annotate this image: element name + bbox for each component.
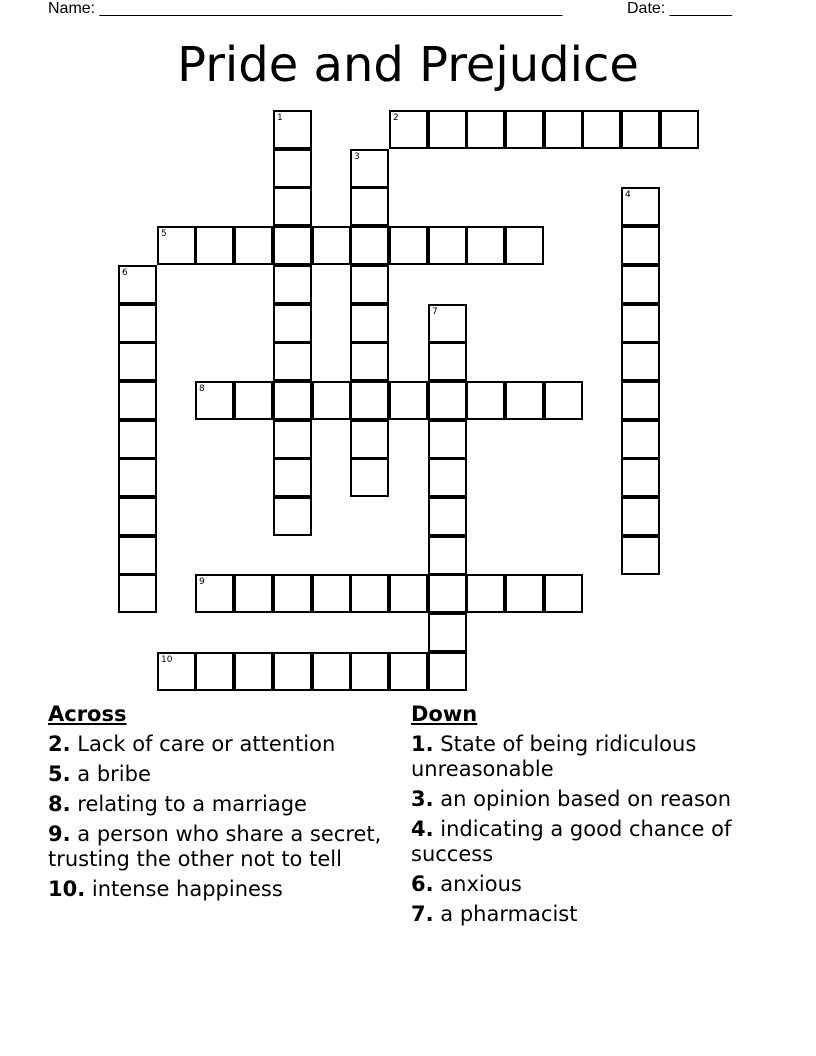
grid-cell[interactable] <box>195 381 234 420</box>
grid-cell[interactable] <box>273 265 312 304</box>
grid-cell[interactable] <box>389 226 428 265</box>
cell-number: 4 <box>625 190 631 200</box>
cell-number: 10 <box>161 655 173 665</box>
clue-number: 8. <box>48 792 71 816</box>
page-title: Pride and Prejudice <box>177 37 639 93</box>
grid-cell[interactable] <box>428 574 467 613</box>
grid-cell[interactable] <box>234 226 273 265</box>
grid-cell[interactable] <box>118 304 157 343</box>
grid-cell[interactable] <box>350 381 389 420</box>
grid-cell[interactable] <box>505 226 544 265</box>
clue-text: intense happiness <box>91 877 283 901</box>
date-field-label: Date: _______ <box>627 0 732 17</box>
grid-cell[interactable] <box>350 265 389 304</box>
grid-cell[interactable] <box>505 574 544 613</box>
grid-cell[interactable] <box>544 381 583 420</box>
grid-cell[interactable] <box>312 574 351 613</box>
grid-cell[interactable] <box>273 381 312 420</box>
grid-cell[interactable] <box>273 420 312 459</box>
clue-number: 10. <box>48 877 86 901</box>
grid-cell[interactable] <box>428 613 467 652</box>
grid-cell[interactable] <box>621 187 660 226</box>
grid-cell[interactable] <box>428 458 467 497</box>
grid-cell[interactable] <box>195 574 234 613</box>
grid-cell[interactable] <box>505 381 544 420</box>
grid-cell[interactable] <box>273 574 312 613</box>
grid-cell[interactable] <box>428 420 467 459</box>
grid-cell[interactable] <box>273 652 312 691</box>
clue-number: 4. <box>411 817 434 841</box>
grid-cell[interactable] <box>428 652 467 691</box>
cell-number: 2 <box>393 113 399 123</box>
grid-cell[interactable] <box>195 226 234 265</box>
across-clue <box>48 877 398 902</box>
grid-cell[interactable] <box>273 226 312 265</box>
clue-number: 5. <box>48 762 71 786</box>
grid-cell[interactable] <box>621 304 660 343</box>
grid-cell[interactable] <box>466 226 505 265</box>
grid-cell[interactable] <box>273 304 312 343</box>
cell-number: 5 <box>161 229 167 239</box>
grid-cell[interactable] <box>621 381 660 420</box>
grid-cell[interactable] <box>621 226 660 265</box>
grid-cell[interactable] <box>350 652 389 691</box>
grid-cell[interactable] <box>544 110 583 149</box>
grid-cell[interactable] <box>273 149 312 188</box>
grid-cell[interactable] <box>621 497 660 536</box>
grid-cell[interactable] <box>273 342 312 381</box>
cell-number: 7 <box>432 307 438 317</box>
clue-text: State of being ridiculous unreasonable <box>411 732 697 781</box>
across-clue <box>48 732 398 757</box>
grid-cell[interactable] <box>350 226 389 265</box>
grid-cell[interactable] <box>621 342 660 381</box>
down-clues <box>411 702 761 932</box>
name-field-label: Name: ____________________________________________________ <box>48 0 563 17</box>
grid-cell[interactable] <box>466 110 505 149</box>
grid-cell[interactable] <box>157 652 196 691</box>
grid-cell[interactable] <box>118 265 157 304</box>
grid-cell[interactable] <box>312 652 351 691</box>
grid-cell[interactable] <box>389 110 428 149</box>
grid-cell[interactable] <box>389 574 428 613</box>
grid-cell[interactable] <box>428 226 467 265</box>
clue-text: a bribe <box>77 762 151 786</box>
down-clue <box>411 902 761 927</box>
grid-cell[interactable] <box>118 420 157 459</box>
across-clue <box>48 792 398 817</box>
grid-cell[interactable] <box>660 110 699 149</box>
down-heading: Down <box>411 702 478 726</box>
grid-cell[interactable] <box>544 574 583 613</box>
cell-number: 6 <box>122 268 128 278</box>
clue-text: Lack of care or attention <box>77 732 336 756</box>
grid-cell[interactable] <box>234 652 273 691</box>
clue-text: an opinion based on reason <box>440 787 732 811</box>
grid-cell[interactable] <box>118 574 157 613</box>
clue-number: 7. <box>411 902 434 926</box>
grid-cell[interactable] <box>428 110 467 149</box>
clue-number: 6. <box>411 872 434 896</box>
down-clue <box>411 732 761 782</box>
grid-cell[interactable] <box>195 652 234 691</box>
grid-cell[interactable] <box>621 110 660 149</box>
across-clue <box>48 762 398 787</box>
grid-cell[interactable] <box>428 381 467 420</box>
grid-cell[interactable] <box>428 497 467 536</box>
grid-cell[interactable] <box>350 149 389 188</box>
across-clues <box>48 702 398 907</box>
grid-cell[interactable] <box>582 110 621 149</box>
grid-cell[interactable] <box>389 381 428 420</box>
down-clue <box>411 872 761 897</box>
grid-cell[interactable] <box>466 574 505 613</box>
down-clue <box>411 787 761 812</box>
clue-number: 9. <box>48 822 71 846</box>
clue-text: relating to a marriage <box>77 792 307 816</box>
grid-cell[interactable] <box>389 652 428 691</box>
grid-cell[interactable] <box>273 187 312 226</box>
grid-cell[interactable] <box>157 226 196 265</box>
clue-number: 2. <box>48 732 71 756</box>
grid-cell[interactable] <box>312 381 351 420</box>
grid-cell[interactable] <box>621 265 660 304</box>
clue-text: anxious <box>440 872 522 896</box>
grid-cell[interactable] <box>118 497 157 536</box>
grid-cell[interactable] <box>466 381 505 420</box>
clue-text: indicating a good chance of success <box>411 817 732 866</box>
grid-cell[interactable] <box>118 342 157 381</box>
clue-text: a pharmacist <box>440 902 578 926</box>
across-clue <box>48 822 398 872</box>
grid-cell[interactable] <box>312 226 351 265</box>
grid-cell[interactable] <box>621 420 660 459</box>
grid-cell[interactable] <box>350 420 389 459</box>
cell-number: 9 <box>199 577 205 587</box>
grid-cell[interactable] <box>118 381 157 420</box>
grid-cell[interactable] <box>621 536 660 575</box>
cell-number: 8 <box>199 384 205 394</box>
grid-cell[interactable] <box>273 458 312 497</box>
down-clue <box>411 817 761 867</box>
grid-cell[interactable] <box>118 458 157 497</box>
grid-cell[interactable] <box>428 304 467 343</box>
grid-cell[interactable] <box>273 110 312 149</box>
grid-cell[interactable] <box>234 381 273 420</box>
grid-cell[interactable] <box>350 574 389 613</box>
grid-cell[interactable] <box>428 536 467 575</box>
grid-cell[interactable] <box>118 536 157 575</box>
grid-cell[interactable] <box>350 458 389 497</box>
cell-number: 1 <box>277 113 283 123</box>
cell-number: 3 <box>354 152 360 162</box>
grid-cell[interactable] <box>350 187 389 226</box>
grid-cell[interactable] <box>505 110 544 149</box>
clue-number: 1. <box>411 732 434 756</box>
clue-text: a person who share a secret, trusting the other not to tell <box>48 822 382 871</box>
grid-cell[interactable] <box>428 342 467 381</box>
grid-cell[interactable] <box>350 342 389 381</box>
clue-number: 3. <box>411 787 434 811</box>
grid-cell[interactable] <box>273 497 312 536</box>
grid-cell[interactable] <box>621 458 660 497</box>
grid-cell[interactable] <box>350 304 389 343</box>
across-heading: Across <box>48 702 127 726</box>
grid-cell[interactable] <box>234 574 273 613</box>
